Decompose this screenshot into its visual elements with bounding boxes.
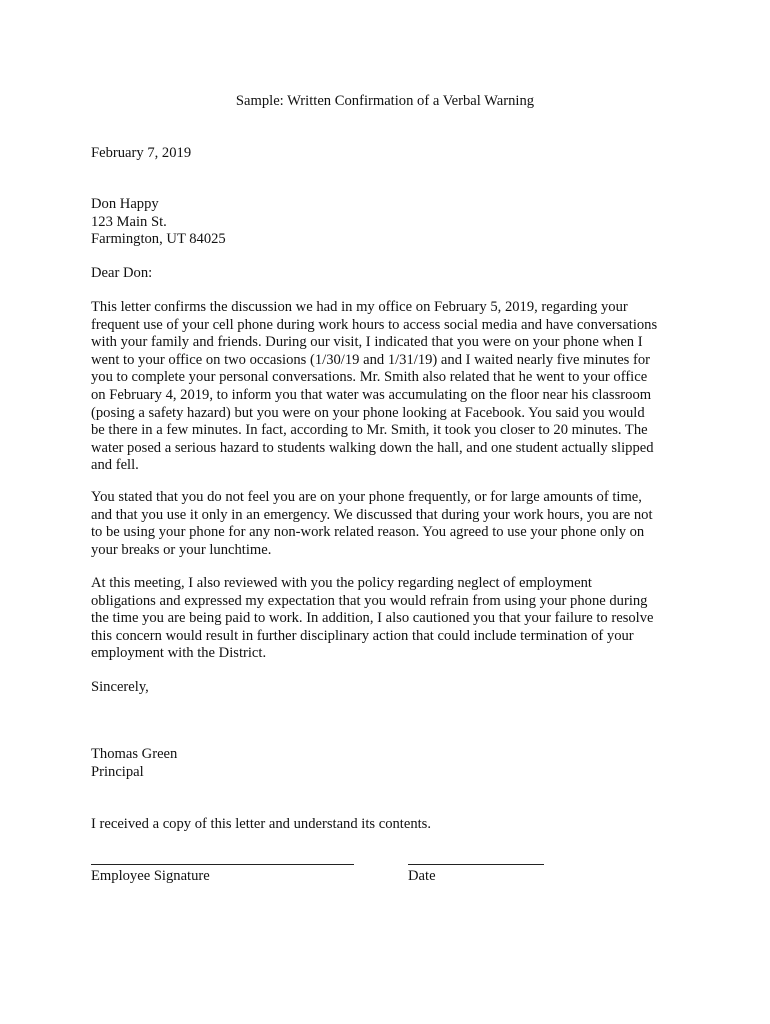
paragraph-line: employment with the District. [91, 645, 267, 662]
paragraph-line: the time you are being paid to work. In addition, I also cautioned you that your failure to resolve [91, 610, 654, 627]
paragraph-line: this concern would result in further disciplinary action that could include termination of your [91, 627, 634, 644]
body-paragraph-2 [91, 489, 691, 559]
date-text: February 7, 2019 [91, 145, 192, 161]
body-paragraph-3 [91, 575, 691, 663]
acknowledgement-text: I received a copy of this letter and understand its contents. [91, 816, 432, 832]
paragraph-line: went to your office on two occasions (1/30/19 and 1/31/19) and I waited nearly five minutes for [91, 351, 651, 368]
signer-title: Principal [91, 763, 144, 780]
recipient-address [91, 196, 691, 249]
paragraph-line: frequent use of your cell phone during work hours to access social media and have conversations [91, 316, 658, 333]
paragraph-line: and that you use it only in an emergency. We discussed that during your work hours, you are not [91, 506, 653, 523]
paragraph-line: At this meeting, I also reviewed with you the policy regarding neglect of employment [91, 575, 592, 591]
employee-signature-label: Employee Signature [91, 868, 210, 884]
paragraph-line: be there in a few minutes. In fact, according to Mr. Smith, it took you closer to 20 minutes. The [91, 422, 648, 439]
closing [91, 679, 691, 697]
paragraph-line: you to complete your personal conversations. Mr. Smith also related that he went to your office [91, 369, 648, 386]
paragraph-line: on February 4, 2019, to inform you that water was accumulating on the floor near his classroom [91, 386, 652, 403]
letter-title: Sample: Written Confirmation of a Verbal Warning [235, 93, 535, 109]
salutation-text: Dear Don: [91, 265, 153, 281]
paragraph-line: to be using your phone for any non-work related reason. You agreed to use your phone only on [91, 524, 645, 541]
recipient-street: 123 Main St. [91, 213, 167, 230]
recipient-city-state-zip: Farmington, UT 84025 [91, 231, 226, 248]
paragraph-line: with your family and friends. During our visit, I indicated that you were on your phone when I [91, 334, 643, 351]
date-label: Date [408, 868, 436, 884]
employee-signature-line [91, 864, 354, 865]
closing-text: Sincerely, [91, 679, 149, 695]
salutation [91, 265, 691, 283]
signer-name: Thomas Green [91, 746, 178, 762]
paragraph-line: This letter confirms the discussion we had in my office on February 5, 2019, regarding your [91, 299, 628, 315]
signature-row [91, 848, 691, 888]
date-signature-line [408, 864, 544, 865]
paragraph-line: You stated that you do not feel you are on your phone frequently, or for large amounts of time, [91, 489, 642, 505]
paragraph-line: water posed a serious hazard to students walking down the hall, and one student actually slipped [91, 439, 654, 456]
body-paragraph-1 [91, 299, 691, 475]
signer-block [91, 746, 691, 781]
paragraph-line: (posing a safety hazard) but you were on your phone looking at Facebook. You said you would [91, 404, 645, 421]
letter-date [91, 145, 691, 163]
acknowledgement [91, 816, 691, 834]
paragraph-line: your breaks or your lunchtime. [91, 541, 272, 558]
recipient-name: Don Happy [91, 196, 159, 212]
paragraph-line: and fell. [91, 457, 139, 474]
paragraph-line: obligations and expressed my expectation that you would refrain from using your phone during [91, 592, 648, 609]
